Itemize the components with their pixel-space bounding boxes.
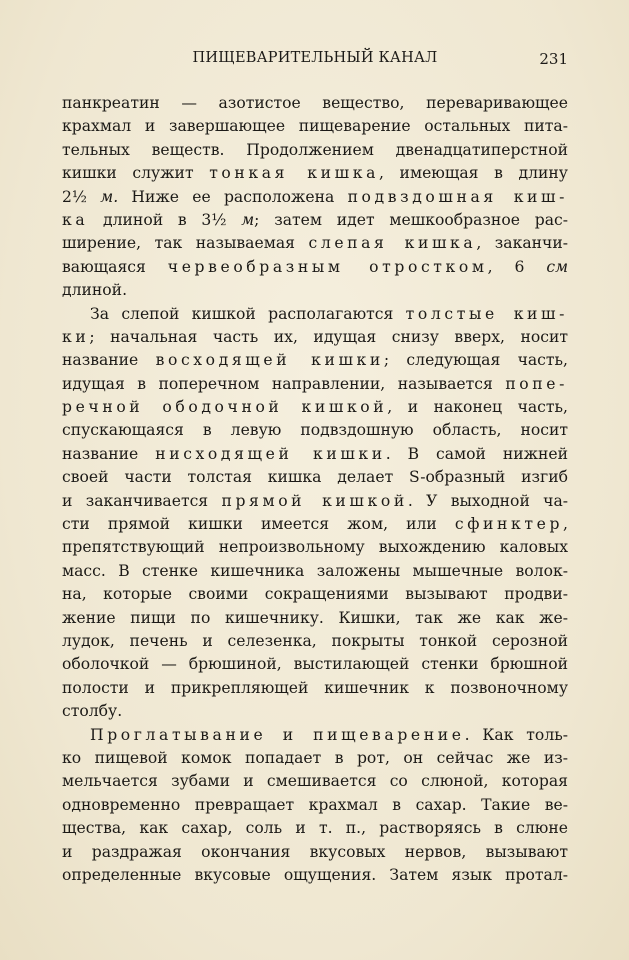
text-line: масс. В стенке кишечника заложены мышечные волок- <box>62 561 568 580</box>
text-line: жение пищи по кишечнику. Кишки, так же как же- <box>62 608 568 627</box>
spaced-term: тонкая кишка <box>209 164 379 183</box>
spaced-term: сфинктер <box>454 515 564 534</box>
text-line: препятствующий непроизвольному выхождению каловых <box>62 538 568 557</box>
text-line: идущая в поперечном направлении, называется попе- <box>62 374 568 393</box>
text-line: спускающаяся в левую подвздошную область, носит <box>62 421 568 440</box>
text-line: полости и прикрепляющей кишечник к позвоночному <box>62 678 568 697</box>
text-line: За слепой кишкой располагаются толстые киш- <box>90 304 568 323</box>
text-line: одновременно превращает крахмал в сахар. Такие ве- <box>62 795 568 814</box>
paragraph-3 <box>62 724 568 888</box>
unit-italic: м <box>241 210 255 229</box>
text-line: на, которые своими сокращениями вызывают продви- <box>62 585 568 604</box>
running-title: ПИЩЕВАРИТЕЛЬНЫЙ КАНАЛ <box>192 50 438 66</box>
text-line: оболочкой — брюшиной, выстилающей стенки брюшной <box>62 655 568 674</box>
text-line: панкреатин — азотистое вещество, переваривающее <box>62 94 568 112</box>
text-line: сти прямой кишки имеется жом, или сфинктер, <box>62 515 568 534</box>
text-line: и раздражая окончания вкусовых нервов, вызывают <box>62 842 568 861</box>
text-line: тельных веществ. Продолжением двенадцатиперстной <box>62 140 568 159</box>
spaced-term: слепая кишка <box>308 234 477 253</box>
text-line: вающаяся червеобразным отростком, 6 см <box>62 257 569 276</box>
text-line: и заканчивается прямой кишкой. У выходной ча- <box>62 491 569 510</box>
spaced-term: речной ободочной кишкой <box>62 398 388 417</box>
text-line: ко пищевой комок попадает в рот, он сейчас же из- <box>62 748 568 767</box>
text-line: кишки служит тонкая кишка, имеющая в длину <box>62 164 568 183</box>
section-lead-spaced: Проглатывание и пищеварение <box>90 725 465 744</box>
paragraph-2 <box>62 303 568 724</box>
page-number: 231 <box>539 50 568 68</box>
spaced-term: червеобразным отростком <box>167 257 488 276</box>
spaced-term: ки <box>62 327 90 346</box>
spaced-term: нисходящей кишки <box>155 444 386 463</box>
text-line: название нисходящей кишки. В самой нижней <box>62 444 569 463</box>
unit-italic: см <box>546 257 569 276</box>
text-line: мельчается зубами и смешивается со слюной, которая <box>62 772 568 791</box>
text-line: речной ободочной кишкой, и наконец часть, <box>62 398 568 417</box>
text-line: определенные вкусовые ощущения. Затем язык протал- <box>62 865 568 884</box>
spaced-term: попе- <box>505 374 568 393</box>
text-line: ка длиной в 3½ м; затем идет мешкообразное рас- <box>62 210 568 229</box>
text-line: крахмал и завершающее пищеварение остальных пита- <box>62 117 568 136</box>
spaced-term: прямой кишкой <box>221 491 408 510</box>
text-line: длиной. <box>62 281 128 300</box>
text-line: своей части толстая кишка делает S-образный изгиб <box>62 468 568 487</box>
text-line: щества, как сахар, соль и т. п., растворяясь в слюне <box>62 819 568 838</box>
running-head <box>62 50 568 72</box>
text-line: ки; начальная часть их, идущая снизу вверх, носит <box>62 327 568 346</box>
text-line: Проглатывание и пищеварение. Как толь- <box>90 725 568 744</box>
text-line: название восходящей кишки; следующая часть, <box>62 351 568 370</box>
spaced-term: ка <box>62 210 89 229</box>
text-line: ширение, так называемая слепая кишка, заканчи- <box>62 234 569 253</box>
text-line: 2½ м. Ниже ее расположена подвздошная киш- <box>62 187 568 206</box>
paragraph-1 <box>62 92 568 303</box>
text-line: лудок, печень и селезенка, покрыты тонкой серозной <box>62 631 568 650</box>
unit-italic: м. <box>100 187 119 206</box>
text-line: столбу. <box>62 702 123 721</box>
spaced-term: восходящей кишки <box>155 351 384 370</box>
body-text <box>62 92 568 887</box>
spaced-term: толстые киш- <box>405 304 568 323</box>
spaced-term: подвздошная киш- <box>347 187 568 206</box>
